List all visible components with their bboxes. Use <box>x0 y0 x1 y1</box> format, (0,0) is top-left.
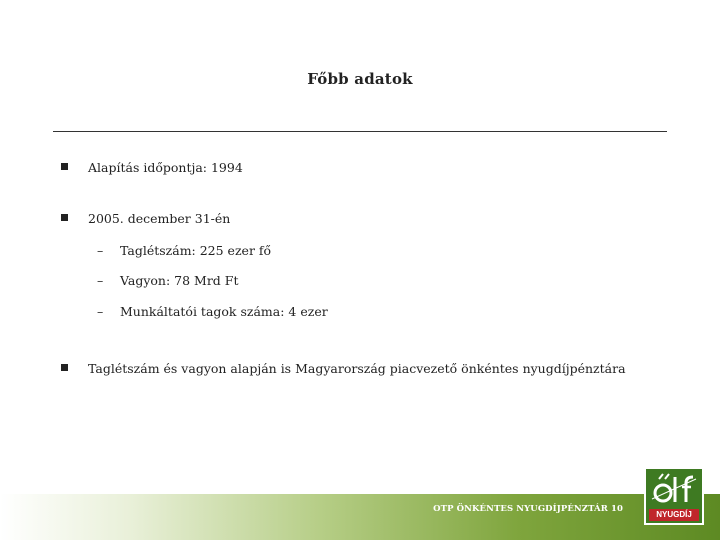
bullet-item-date: 2005. december 31-én <box>88 211 231 226</box>
sub-bullet-dash-icon: – <box>97 304 104 319</box>
bullet-square-icon <box>61 364 68 371</box>
title-divider <box>53 131 667 132</box>
logo-label: NYUGDÍJ <box>649 509 699 521</box>
sub-bullet-dash-icon: – <box>97 243 104 258</box>
bullet-item-market-leader: Taglétszám és vagyon alapján is Magyarország piacvezető önkéntes nyugdíjpénztára <box>88 361 626 376</box>
sub-item-members: Taglétszám: 225 ezer fő <box>120 243 272 258</box>
bullet-square-icon <box>61 163 68 170</box>
slide-title: Főbb adatok <box>307 70 413 88</box>
company-logo <box>644 467 704 525</box>
footer-bar <box>0 494 720 540</box>
footer-text: OTP ÖNKÉNTES NYUGDÍJPÉNZTÁR 10 <box>433 504 623 514</box>
sub-bullet-dash-icon: – <box>97 273 104 288</box>
bullet-square-icon <box>61 214 68 221</box>
sub-item-assets: Vagyon: 78 Mrd Ft <box>120 273 239 288</box>
logo-mark-icon <box>646 469 702 509</box>
bullet-item-founding: Alapítás időpontja: 1994 <box>88 160 243 175</box>
sub-item-employers: Munkáltatói tagok száma: 4 ezer <box>120 304 328 319</box>
